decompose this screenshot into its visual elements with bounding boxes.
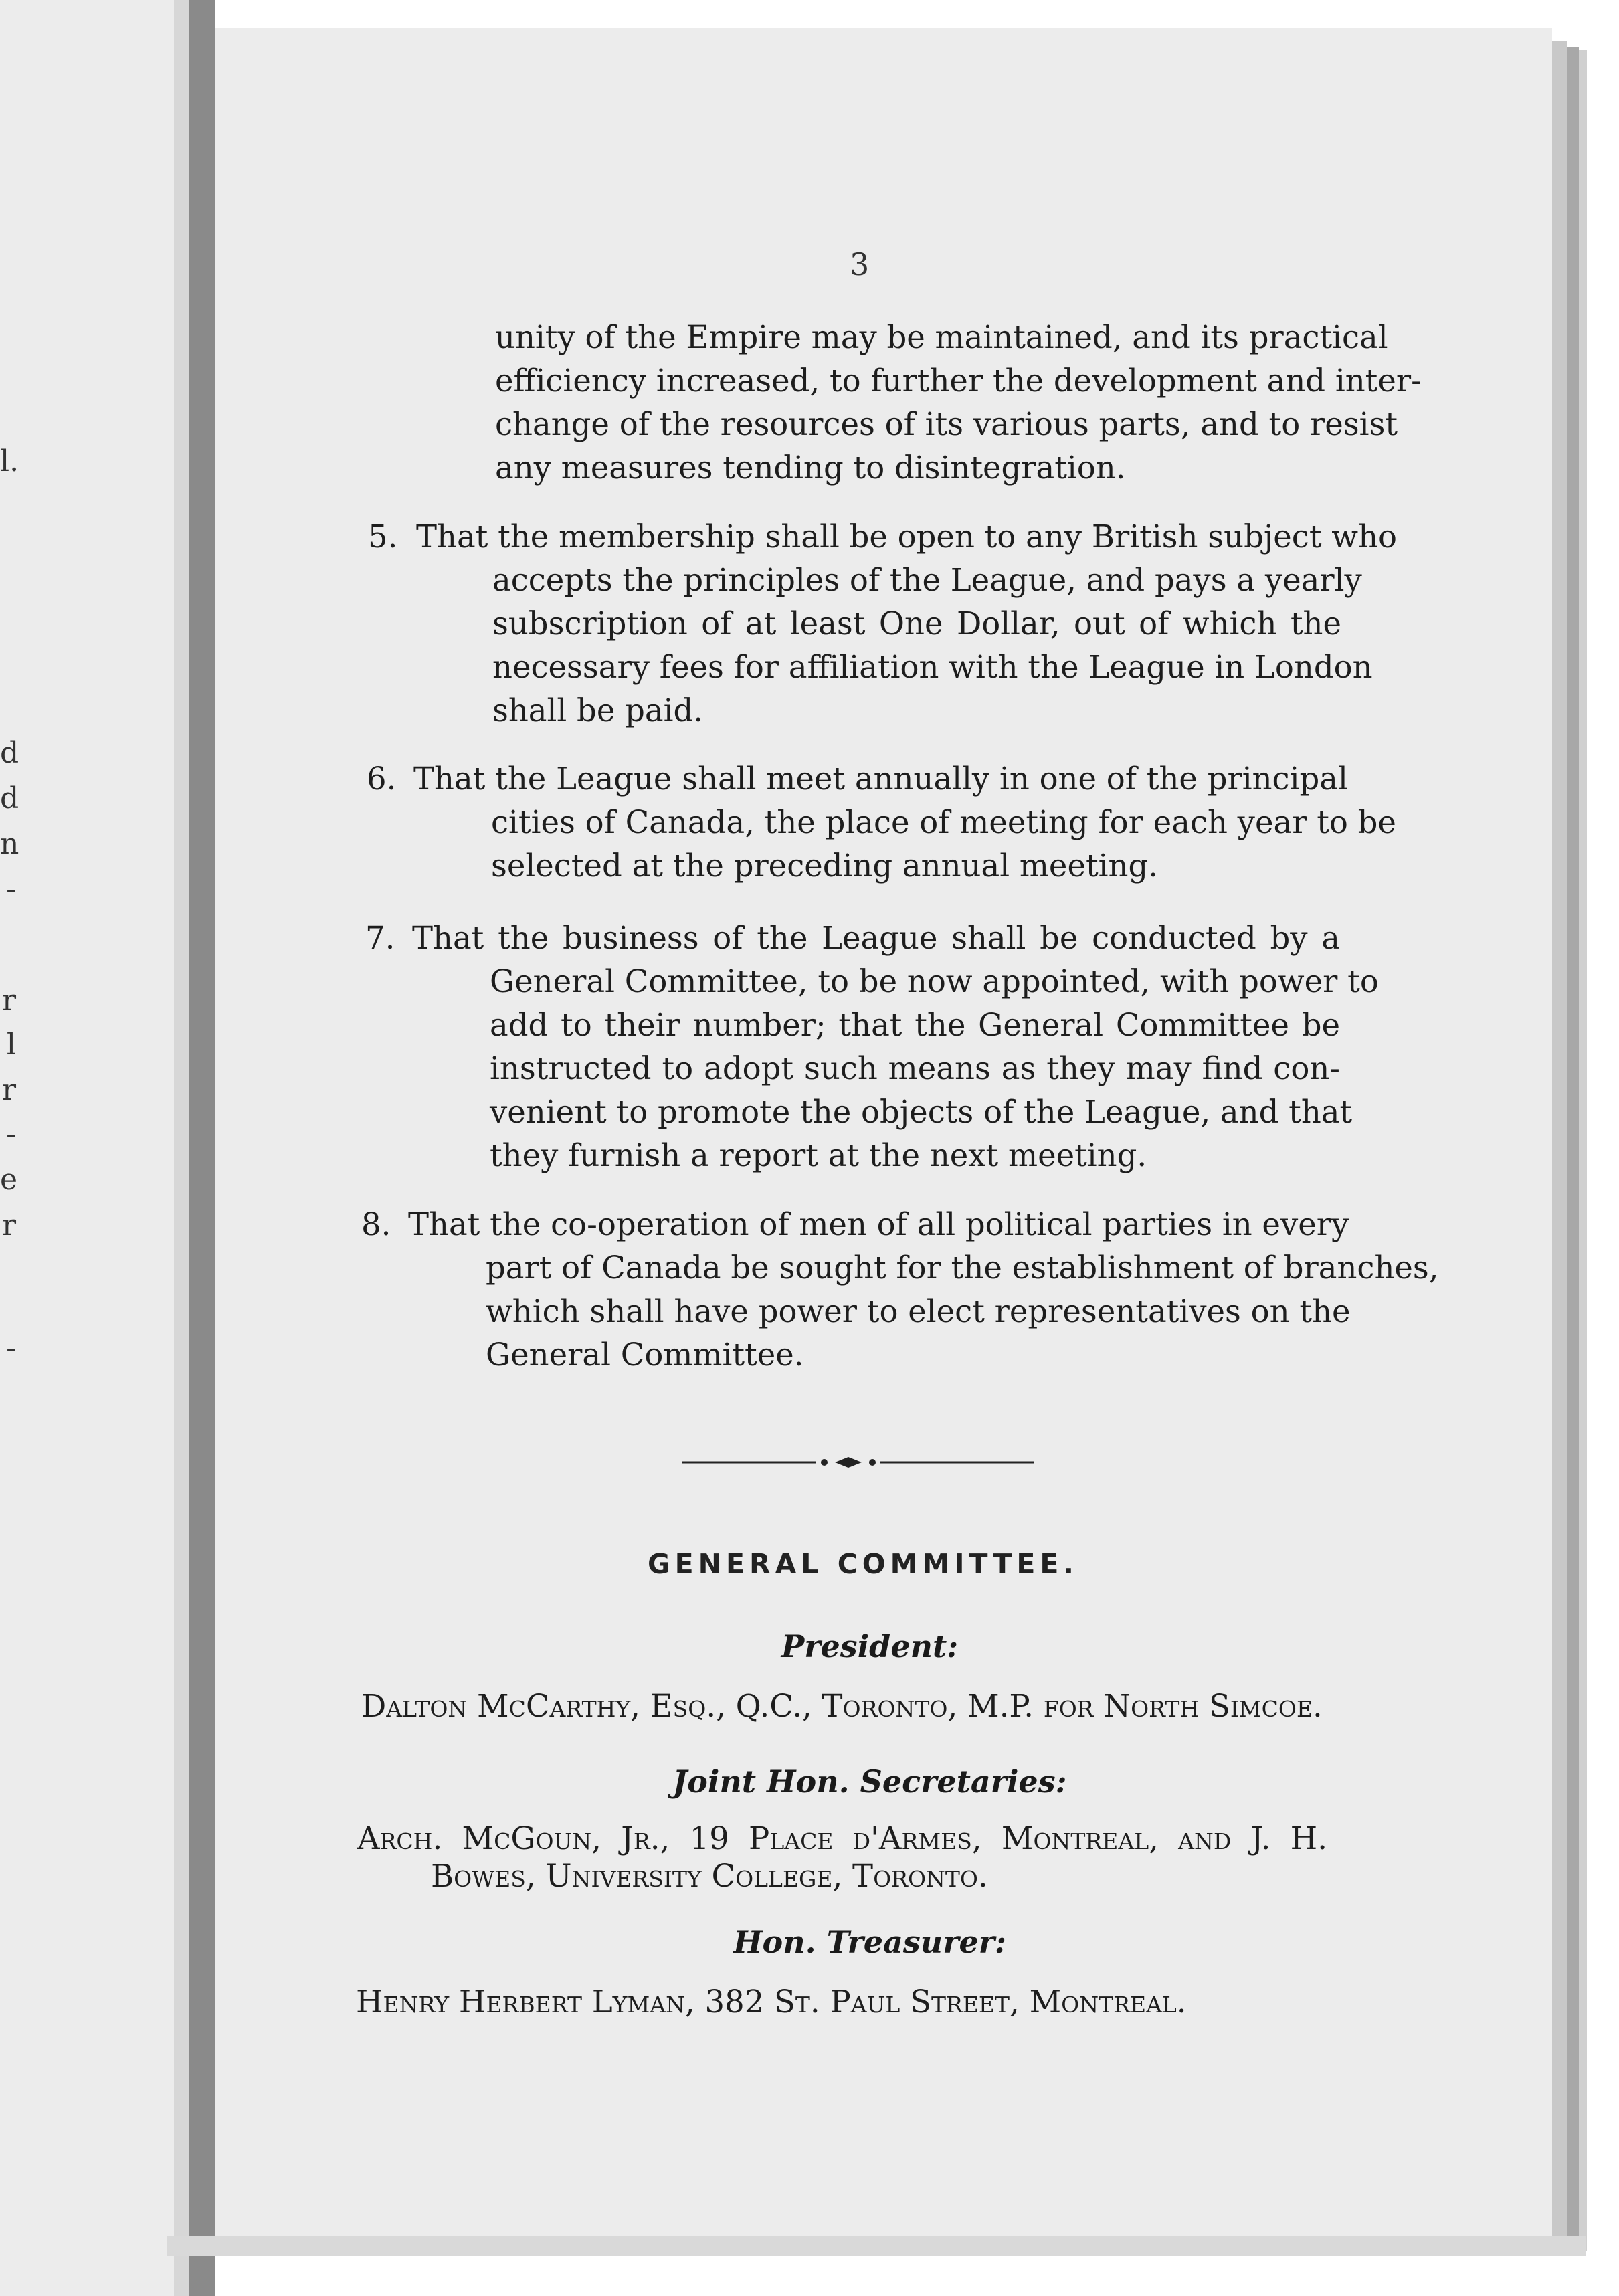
resolution-item-5: [368, 515, 1398, 733]
text-line: change of the resources of its various parts, and to resist: [495, 406, 1398, 442]
text-line: part of Canada be sought for the establishment of branches,: [486, 1250, 1439, 1286]
resolution-item-7: [365, 917, 1379, 1177]
item-number: 8.: [361, 1206, 391, 1242]
secretaries-entry-line-1: Arch. McGoun, Jr., 19 Place d'Armes, Montreal, and J. H.: [357, 1820, 1327, 1856]
bottom-edge: [167, 2236, 1586, 2256]
facing-page-fragment: -: [6, 872, 16, 906]
text-line: venient to promote the objects of the League, and that: [490, 1094, 1353, 1130]
facing-page-fragment: e: [0, 1163, 18, 1197]
facing-page-fragment: n: [0, 827, 19, 861]
continuation-paragraph: [495, 316, 1422, 490]
facing-page-fragment: d: [0, 781, 19, 816]
text-line: General Committee.: [486, 1337, 804, 1373]
text-line: any measures tending to disintegration.: [495, 450, 1126, 486]
text-line: which shall have power to elect representatives on the: [486, 1293, 1351, 1329]
text-line: cities of Canada, the place of meeting for each year to be: [491, 804, 1396, 840]
text-line: efficiency increased, to further the development and inter-: [495, 363, 1422, 399]
text-line: shall be paid.: [492, 692, 704, 729]
facing-page-fragment: l: [6, 1028, 16, 1062]
text-line: selected at the preceding annual meeting.: [491, 848, 1159, 884]
page-edge: [1552, 41, 1567, 2249]
facing-page-fragment: r: [1, 1073, 16, 1107]
treasurer-entry: Henry Herbert Lyman, 382 St. Paul Street, Montreal.: [356, 1984, 1187, 2020]
facing-page-fragment: d: [0, 736, 19, 770]
ornamental-divider: [682, 1454, 1034, 1470]
facing-page-fragment: -: [6, 1117, 16, 1151]
text-line: accepts the principles of the League, and pays a yearly: [492, 562, 1362, 598]
facing-page-fragment: l.: [0, 444, 19, 478]
secretaries-entry-line-2: Bowes, University College, Toronto.: [431, 1858, 988, 1894]
item-number: 5.: [368, 518, 398, 555]
treasurer-heading: Hon. Treasurer:: [733, 1924, 1006, 1960]
page-edge: [1567, 47, 1579, 2255]
resolution-item-8: [361, 1203, 1439, 1377]
text-line: instructed to adopt such means as they may find con-: [490, 1050, 1340, 1086]
page-number: 3: [850, 246, 870, 282]
resolution-item-6: [367, 757, 1396, 888]
text-line: That the business of the League shall be conducted by a: [412, 920, 1340, 956]
text-line: That the co-operation of men of all political parties in every: [408, 1206, 1349, 1242]
secretaries-heading: Joint Hon. Secretaries:: [672, 1763, 1067, 1800]
text-line: add to their number; that the General Committee be: [490, 1007, 1340, 1043]
text-line: That the League shall meet annually in one of the principal: [413, 761, 1348, 797]
facing-page-fragment: -: [6, 1331, 16, 1365]
text-line: That the membership shall be open to any British subject who: [416, 518, 1398, 555]
facing-page-fragment: r: [1, 1208, 16, 1242]
president-heading: President:: [781, 1628, 959, 1664]
text-line: General Committee, to be now appointed, with power to: [490, 963, 1379, 999]
page-edge: [1579, 50, 1587, 2251]
item-number: 6.: [367, 761, 397, 797]
item-number: 7.: [365, 920, 395, 956]
text-line: unity of the Empire may be maintained, and its practical: [495, 319, 1388, 355]
section-title: GENERAL COMMITTEE.: [648, 1548, 1078, 1580]
president-entry: Dalton McCarthy, Esq., Q.C., Toronto, M.P. for North Simcoe.: [361, 1688, 1323, 1724]
facing-page-fragment: r: [1, 983, 16, 1018]
text-line: subscription of at least One Dollar, out of which the: [492, 605, 1341, 642]
text-line: necessary fees for affiliation with the League in London: [492, 649, 1373, 685]
text-line: they furnish a report at the next meeting.: [490, 1137, 1147, 1173]
